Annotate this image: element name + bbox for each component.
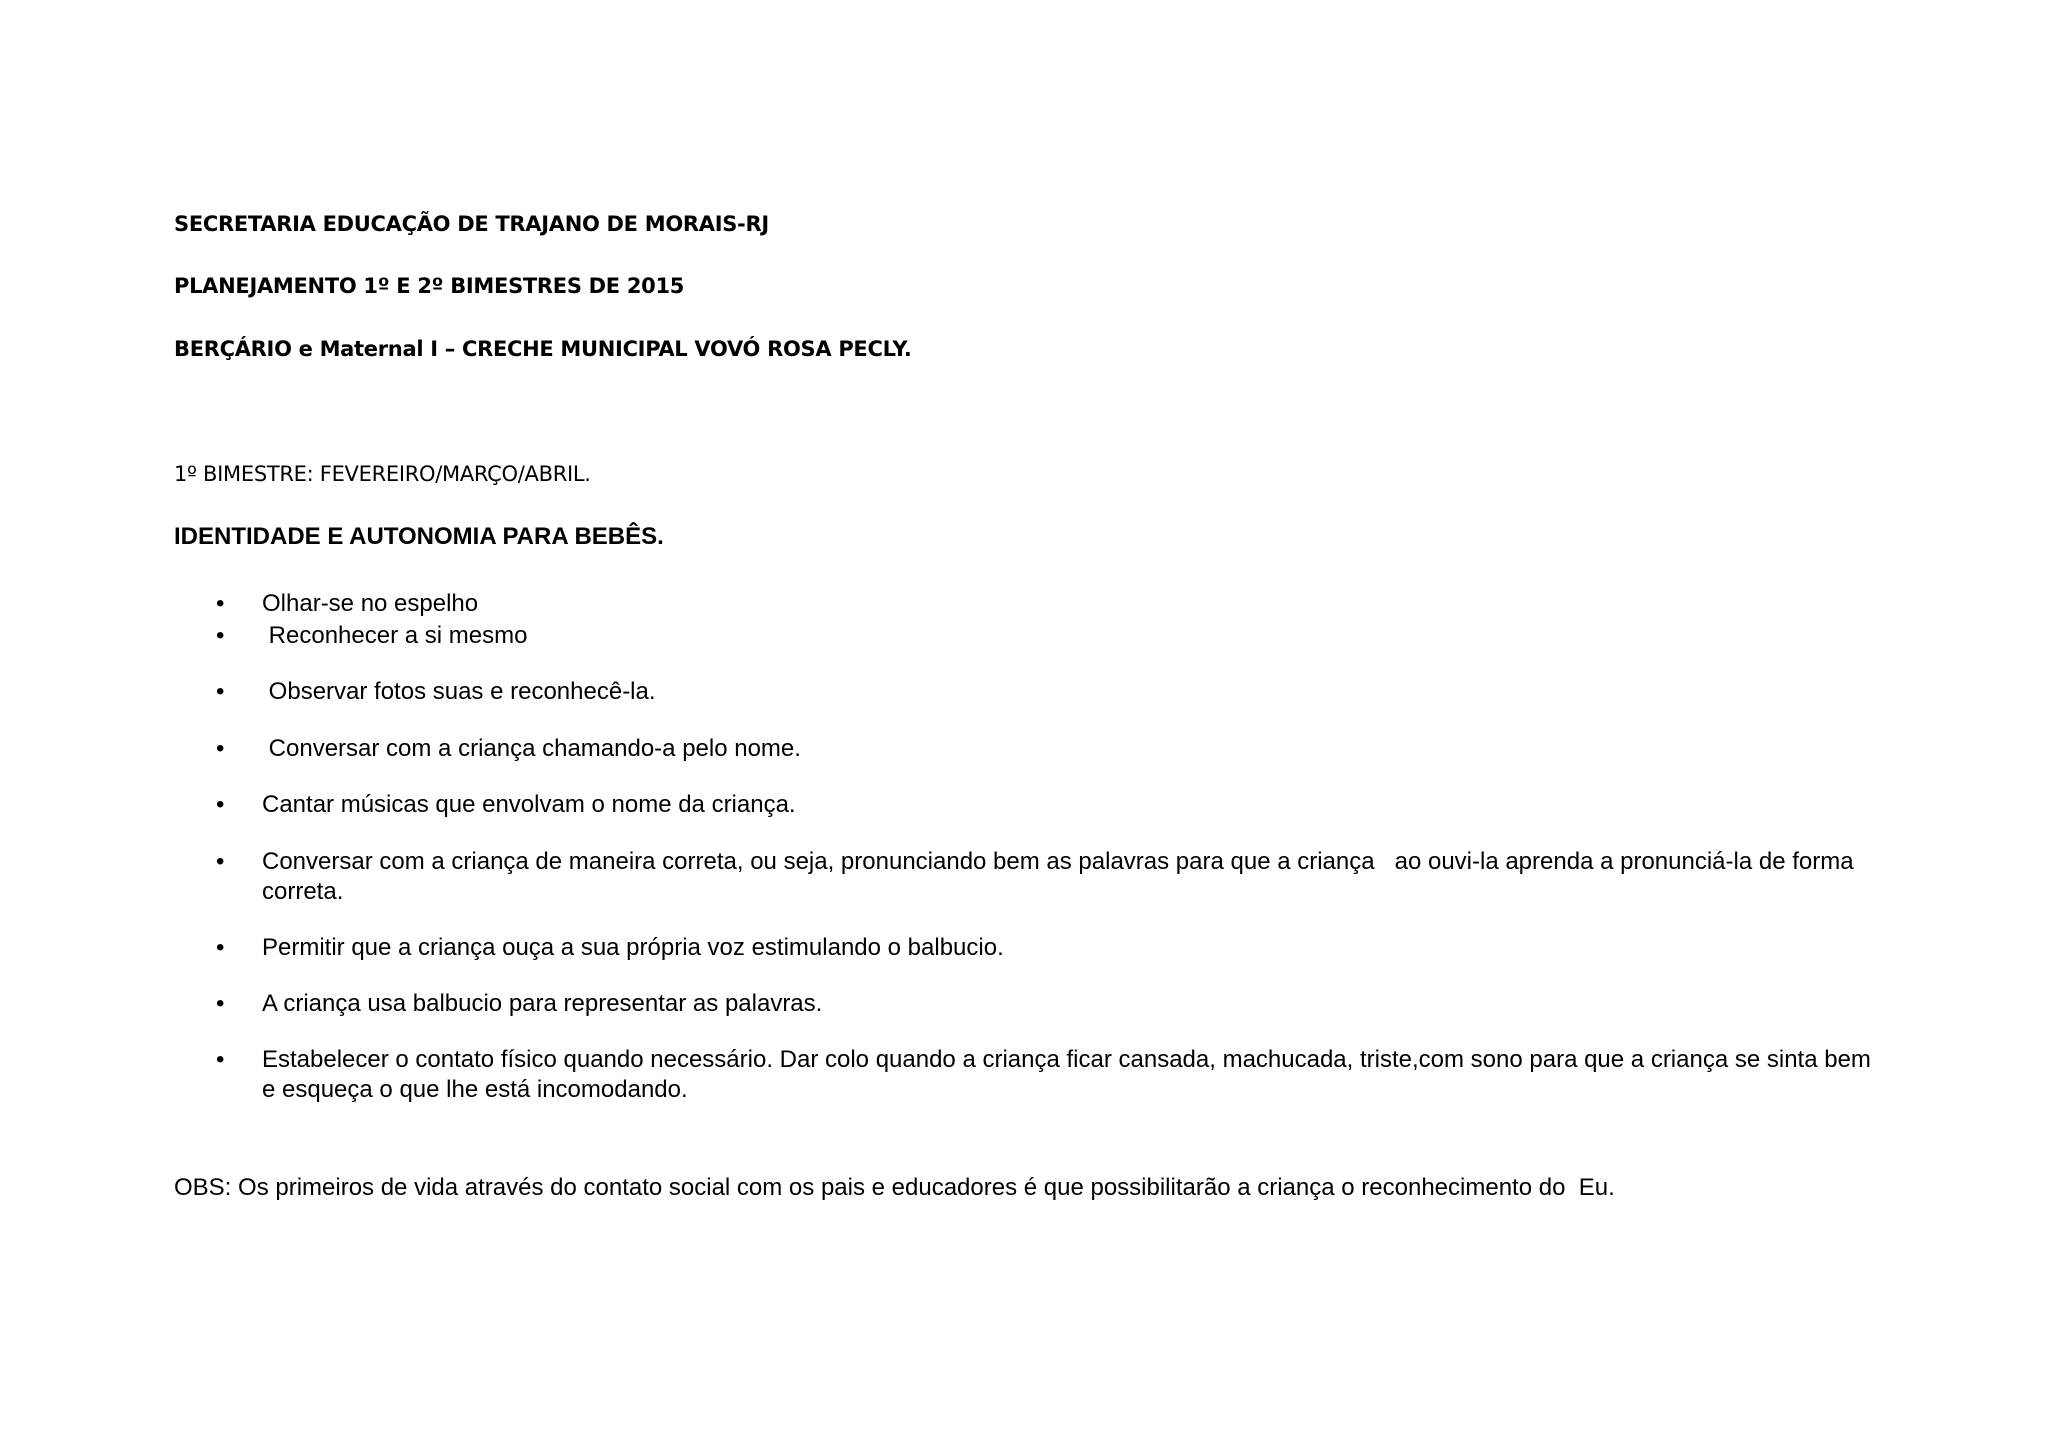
list-item-text: Reconhecer a si mesmo bbox=[262, 622, 528, 649]
list-item bbox=[174, 621, 1894, 651]
bullet-icon: • bbox=[216, 590, 225, 617]
list-item-text: Permitir que a criança ouça a sua própria voz estimulando o balbucio. bbox=[262, 934, 1004, 961]
bullet-icon: • bbox=[216, 1046, 225, 1073]
list-item-text: Estabelecer o contato físico quando necessário. Dar colo quando a criança ficar cansada, machucada, triste,com sono para que a criança se sinta bem e esqueça o que lhe está incomodando. bbox=[262, 1046, 1885, 1103]
section-title: IDENTIDADE E AUTONOMIA PARA BEBÊS. bbox=[174, 523, 664, 550]
bullet-icon: • bbox=[216, 990, 225, 1017]
list-item bbox=[174, 734, 1894, 764]
list-item bbox=[174, 677, 1894, 707]
bullet-icon: • bbox=[216, 848, 225, 875]
bullet-icon: • bbox=[216, 678, 225, 705]
header-planejamento: PLANEJAMENTO 1º E 2º BIMESTRES DE 2015 bbox=[174, 274, 685, 298]
header-secretaria: SECRETARIA EDUCAÇÃO DE TRAJANO DE MORAIS-RJ bbox=[174, 212, 769, 236]
list-item-text: Conversar com a criança chamando-a pelo nome. bbox=[262, 735, 801, 762]
period-label: 1º BIMESTRE: FEVEREIRO/MARÇO/ABRIL. bbox=[174, 462, 591, 486]
list-item-text: Cantar músicas que envolvam o nome da criança. bbox=[262, 791, 796, 818]
list-item bbox=[174, 989, 1894, 1019]
bullet-icon: • bbox=[216, 735, 225, 762]
list-item bbox=[174, 847, 1894, 907]
list-item bbox=[174, 589, 1894, 619]
list-item-text: Observar fotos suas e reconhecê-la. bbox=[262, 678, 656, 705]
bullet-icon: • bbox=[216, 791, 225, 818]
list-item bbox=[174, 790, 1894, 820]
list-item bbox=[174, 933, 1894, 963]
list-item-text: A criança usa balbucio para representar as palavras. bbox=[262, 990, 823, 1017]
bullet-icon: • bbox=[216, 934, 225, 961]
bullet-icon: • bbox=[216, 622, 225, 649]
list-item-text: Olhar-se no espelho bbox=[262, 590, 479, 617]
list-item-text: Conversar com a criança de maneira correta, ou seja, pronunciando bem as palavras para que a criança ao ouvi-la aprenda a pronunciá-la de forma correta. bbox=[262, 848, 1861, 905]
obs-note: OBS: Os primeiros de vida através do contato social com os pais e educadores é que possibilitarão a criança o reconhecimento do Eu. bbox=[174, 1174, 1615, 1201]
header-bercario: BERÇÁRIO e Maternal I – CRECHE MUNICIPAL VOVÓ ROSA PECLY. bbox=[174, 337, 912, 361]
list-item bbox=[174, 1045, 1894, 1105]
